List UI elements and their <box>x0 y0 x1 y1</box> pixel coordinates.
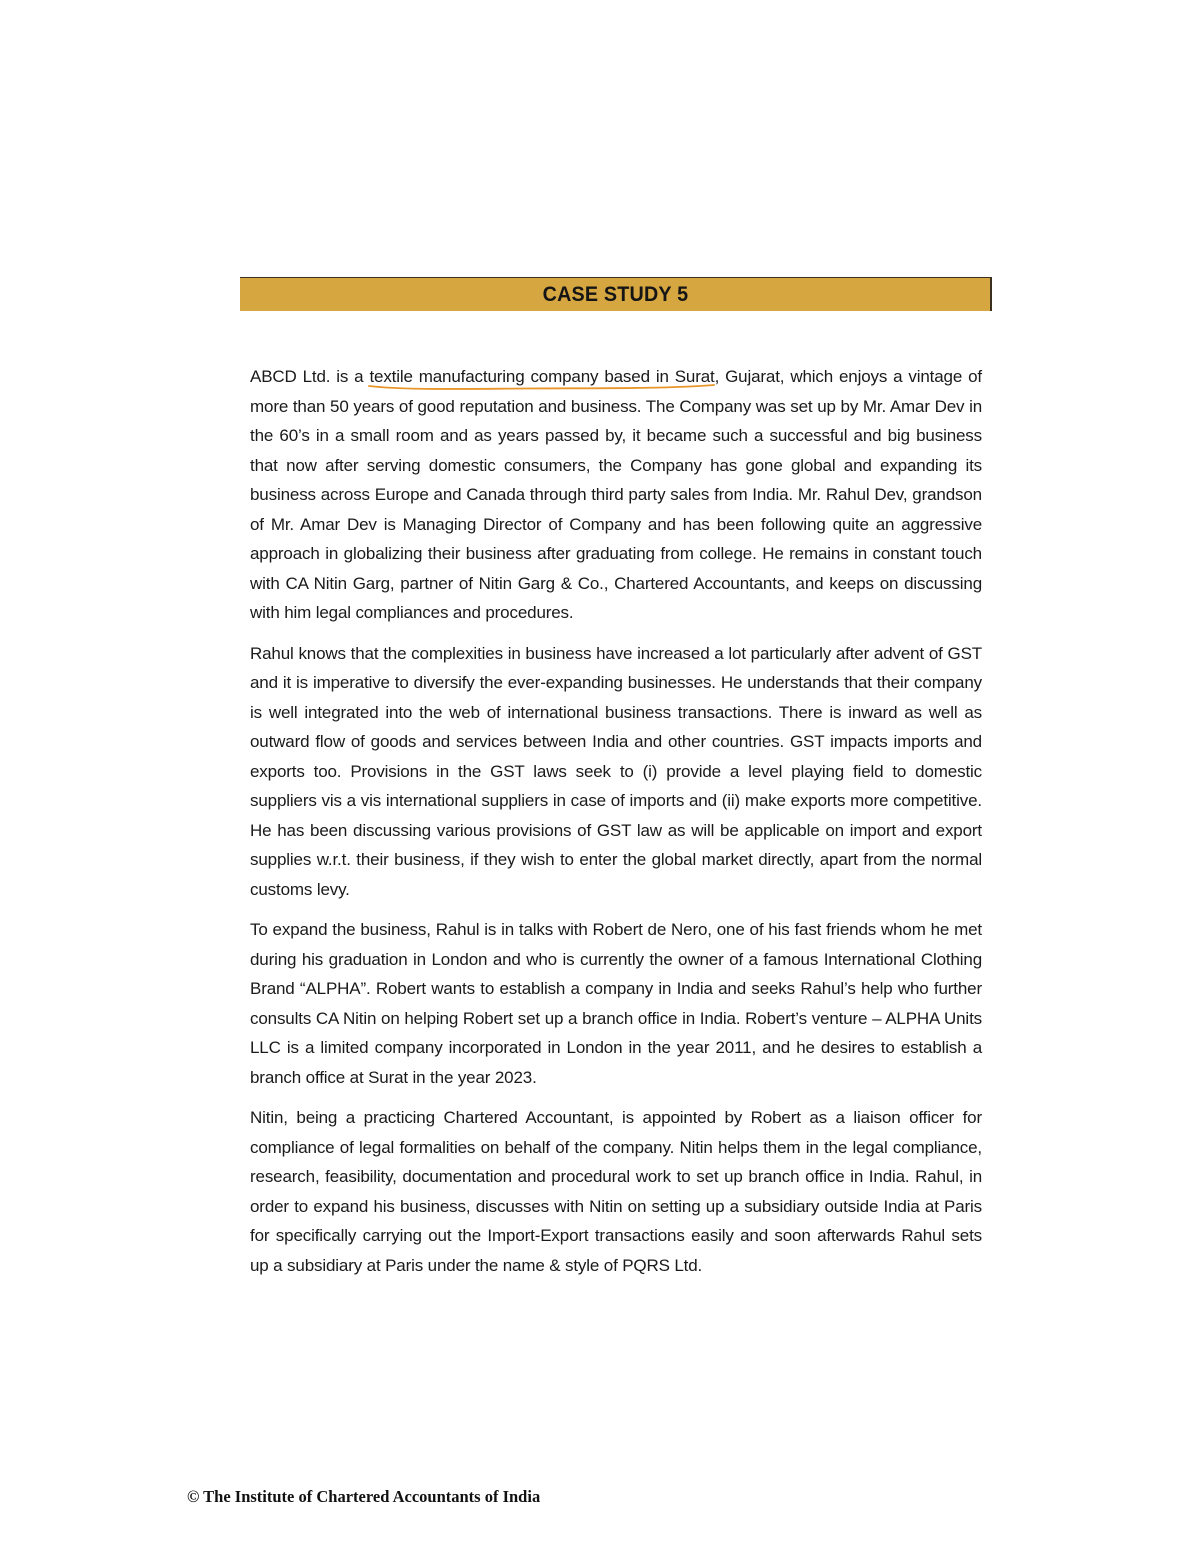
copyright-footer: © The Institute of Chartered Accountants of India <box>187 1487 541 1506</box>
underlined-phrase: textile manufacturing company based in Surat <box>369 367 715 386</box>
paragraph-1-start: ABCD Ltd. is a <box>250 367 370 386</box>
case-study-title-bar <box>240 277 992 311</box>
paragraph-1 <box>250 362 982 628</box>
paragraph-3: To expand the business, Rahul is in talks with Robert de Nero, one of his fast friends whom he met during his graduation in London and who is currently the owner of a famous International Clothing Brand “ALPHA”. Robert wants to establish a company in India and seeks Rahul’s help who further consults CA Nitin on helping Robert set up a branch office in India. Robert’s venture – ALPHA Units LLC is a limited company incorporated in London in the year 2011, and he desires to establish a branch office at Surat in the year 2023. <box>250 920 982 1087</box>
case-study-body <box>250 362 982 1291</box>
hand-underlined-text <box>369 367 714 386</box>
paragraph-4: Nitin, being a practicing Chartered Accountant, is appointed by Robert as a liaison officer for compliance of legal formalities on behalf of the company. Nitin helps them in the legal compliance, research, feasibility, documentation and procedural work to set up branch office in India. Rahul, in order to expand his business, discusses with Nitin on setting up a subsidiary outside India at Paris for specifically carrying out the Import-Export transactions easily and soon afterwards Rahul sets up a subsidiary at Paris under the name & style of PQRS Ltd. <box>250 1108 982 1275</box>
page-title: CASE STUDY 5 <box>542 282 688 306</box>
paragraph-2: Rahul knows that the complexities in business have increased a lot particularly after advent of GST and it is imperative to diversify the ever-expanding businesses. He understands that their company is well integrated into the web of international business transactions. There is inward as well as outward flow of goods and services between India and other countries. GST impacts imports and exports too. Provisions in the GST laws seek to (i) provide a level playing field to domestic suppliers vis a vis international suppliers in case of imports and (ii) make exports more competitive. He has been discussing various provisions of GST law as will be applicable on import and export supplies w.r.t. their business, if they wish to enter the global market directly, apart from the normal customs levy. <box>250 643 982 899</box>
paragraph-1-rest: , Gujarat, which enjoys a vintage of more than 50 years of good reputation and business. The Company was set up by Mr. Amar Dev in the 60’s in a small room and as years passed by, it became such a successful and big business that now after serving domestic consumers, the Company has gone global and expanding its business across Europe and Canada through third party sales from India. Mr. Rahul Dev, grandson of Mr. Amar Dev is Managing Director of Company and has been following quite an aggressive approach in globalizing their business after graduating from college. He remains in constant touch with CA Nitin Garg, partner of Nitin Garg & Co., Chartered Accountants, and keeps on discussing with him legal compliances and procedures. <box>250 367 982 622</box>
